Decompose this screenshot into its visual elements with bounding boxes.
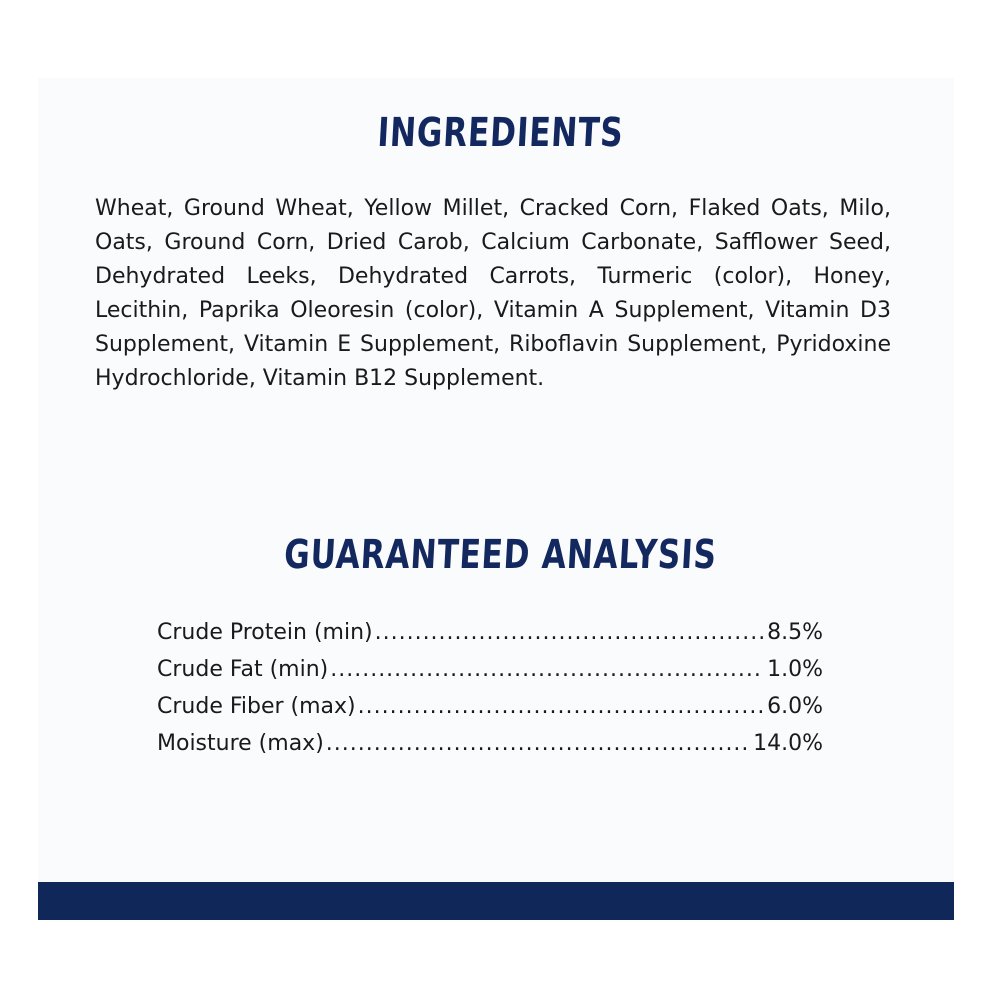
analysis-value: 8.5% xyxy=(767,620,823,645)
analysis-value: 6.0% xyxy=(767,694,823,719)
guaranteed-analysis-table xyxy=(157,614,823,762)
analysis-label: Crude Fat (min) xyxy=(157,657,329,682)
ingredients-list: Wheat, Ground Wheat, Yellow Millet, Cracked Corn, Flaked Oats, Milo, Oats, Ground Corn, Dried Carob, Calcium Carbonate, Safflower Seed, Dehydrated Leeks, Dehydrated Carrots, Turmeric (color), Honey, Lecithin, Paprika Oleoresin (color), Vitamin A Supplement, Vitamin D3 Supplement, Vitamin E Supplement, Riboflavin Supplement, Pyridoxine Hydrochloride, Vitamin B12 Supplement. xyxy=(95,196,891,391)
analysis-row-crude-protein xyxy=(157,614,823,651)
analysis-label: Moisture (max) xyxy=(157,731,324,756)
analysis-row-crude-fiber xyxy=(157,688,823,725)
analysis-label: Crude Protein (min) xyxy=(157,620,373,645)
footer-bar xyxy=(38,882,954,920)
dot-leader xyxy=(330,651,763,688)
analysis-row-crude-fat xyxy=(157,651,823,688)
dot-leader xyxy=(375,614,763,651)
dot-leader xyxy=(326,725,749,762)
dot-leader xyxy=(358,688,763,725)
ingredients-heading: INGREDIENTS xyxy=(376,110,625,156)
analysis-row-moisture xyxy=(157,725,823,762)
analysis-value: 1.0% xyxy=(767,657,823,682)
guaranteed-analysis-heading: GUARANTEED ANALYSIS xyxy=(283,532,718,578)
analysis-value: 14.0% xyxy=(753,731,823,756)
analysis-label: Crude Fiber (max) xyxy=(157,694,356,719)
